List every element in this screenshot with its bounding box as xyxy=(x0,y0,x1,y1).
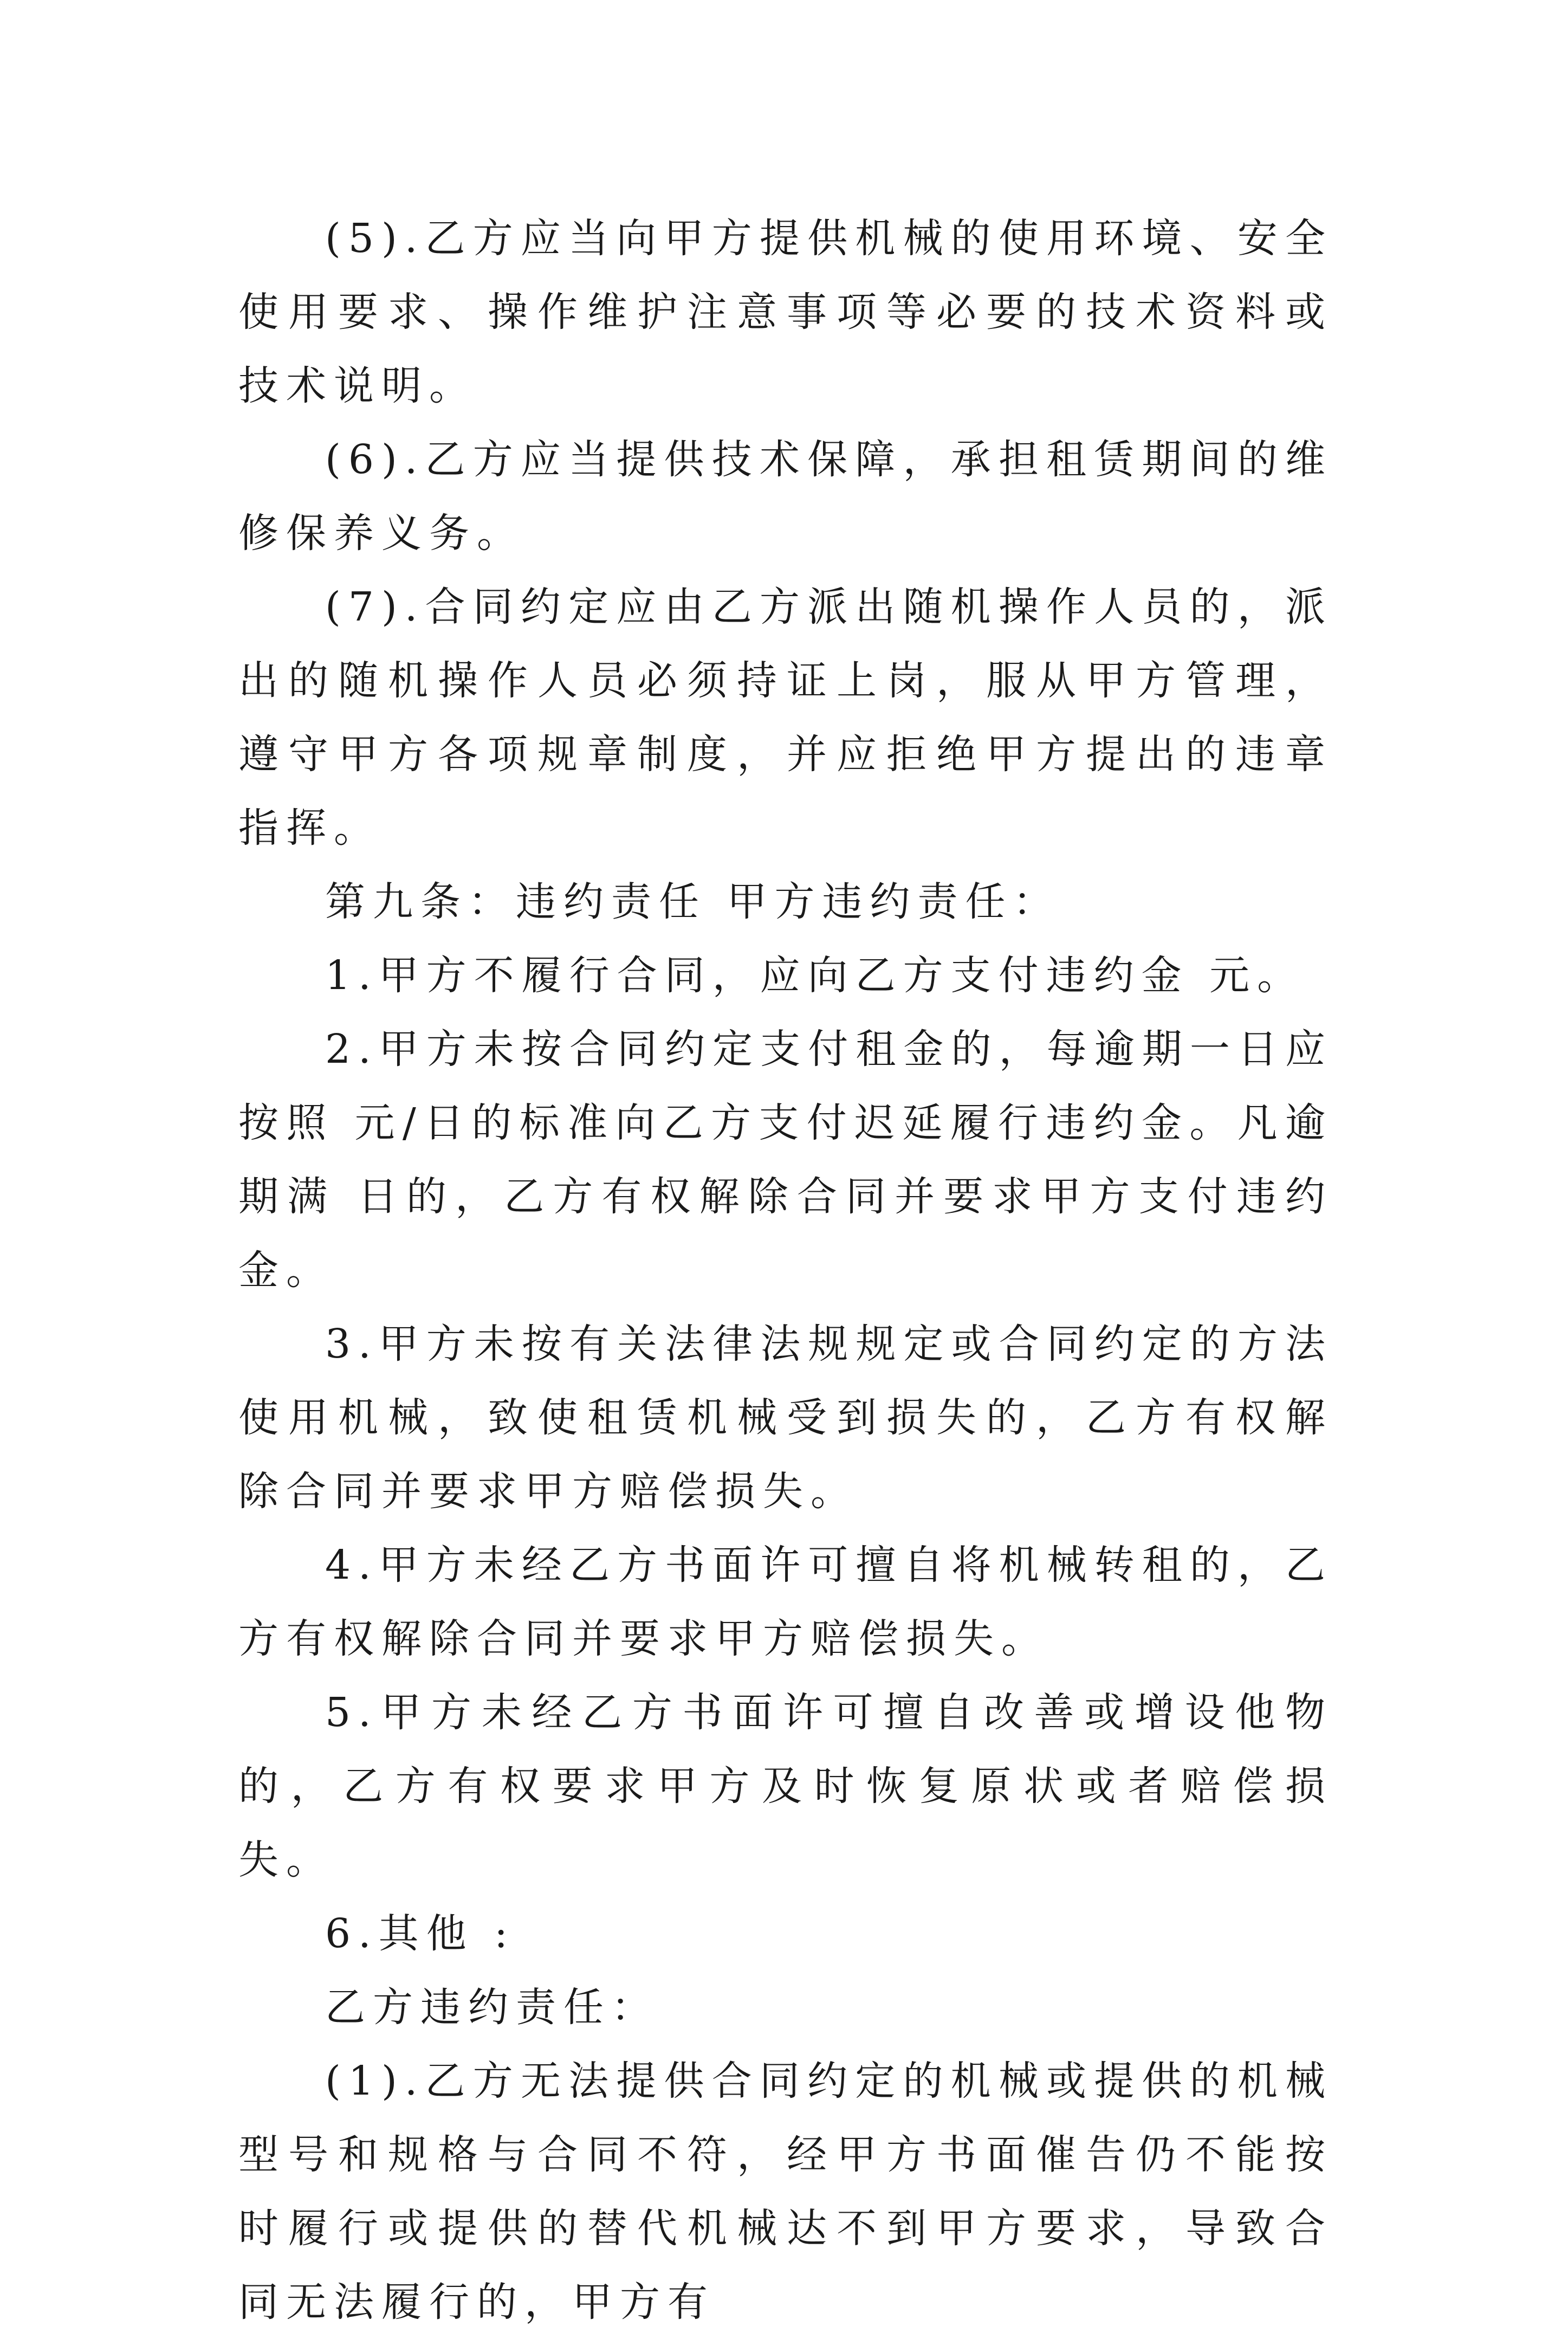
paragraph-party-a-6: 6.其他 : xyxy=(325,1910,516,1957)
party-b-liability-heading: 乙方违约责任： xyxy=(325,1984,659,2031)
paragraph-party-a-2: 2.甲方未按合同约定支付租金的，每逾期一日应按照 元/日的标准向乙方支付迟延履行违约金。凡逾期满 日的，乙方有权解除合同并要求甲方支付违约金。 xyxy=(238,1026,1333,1294)
document-body xyxy=(238,202,1333,2339)
paragraph-clause-5: (5).乙方应当向甲方提供机械的使用环境、安全使用要求、操作维护注意事项等必要的技术资料或技术说明。 xyxy=(238,215,1333,409)
paragraph-party-a-1: 1.甲方不履行合同，应向乙方支付违约金 元。 xyxy=(325,952,1305,999)
article-nine-heading: 第九条：违约责任 甲方违约责任： xyxy=(325,878,1061,925)
paragraph-party-a-3: 3.甲方未按有关法律法规规定或合同约定的方法使用机械，致使租赁机械受到损失的，乙方有权解除合同并要求甲方赔偿损失。 xyxy=(238,1321,1333,1515)
paragraph-party-a-4: 4.甲方未经乙方书面许可擅自将机械转租的，乙方有权解除合同并要求甲方赔偿损失。 xyxy=(238,1542,1333,1662)
paragraph-party-b-1: (1).乙方无法提供合同约定的机械或提供的机械型号和规格与合同不符，经甲方书面催告仍不能按时履行或提供的替代机械达不到甲方要求，导致合同无法履行的，甲方有 xyxy=(238,2058,1333,2325)
paragraph-party-a-5: 5.甲方未经乙方书面许可擅自改善或增设他物的，乙方有权要求甲方及时恢复原状或者赔偿损失。 xyxy=(238,1689,1333,1883)
paragraph-clause-7: (7).合同约定应由乙方派出随机操作人员的，派出的随机操作人员必须持证上岗，服从甲方管理，遵守甲方各项规章制度，并应拒绝甲方提出的违章指挥。 xyxy=(238,584,1333,851)
paragraph-clause-6: (6).乙方应当提供技术保障，承担租赁期间的维修保养义务。 xyxy=(238,436,1333,557)
